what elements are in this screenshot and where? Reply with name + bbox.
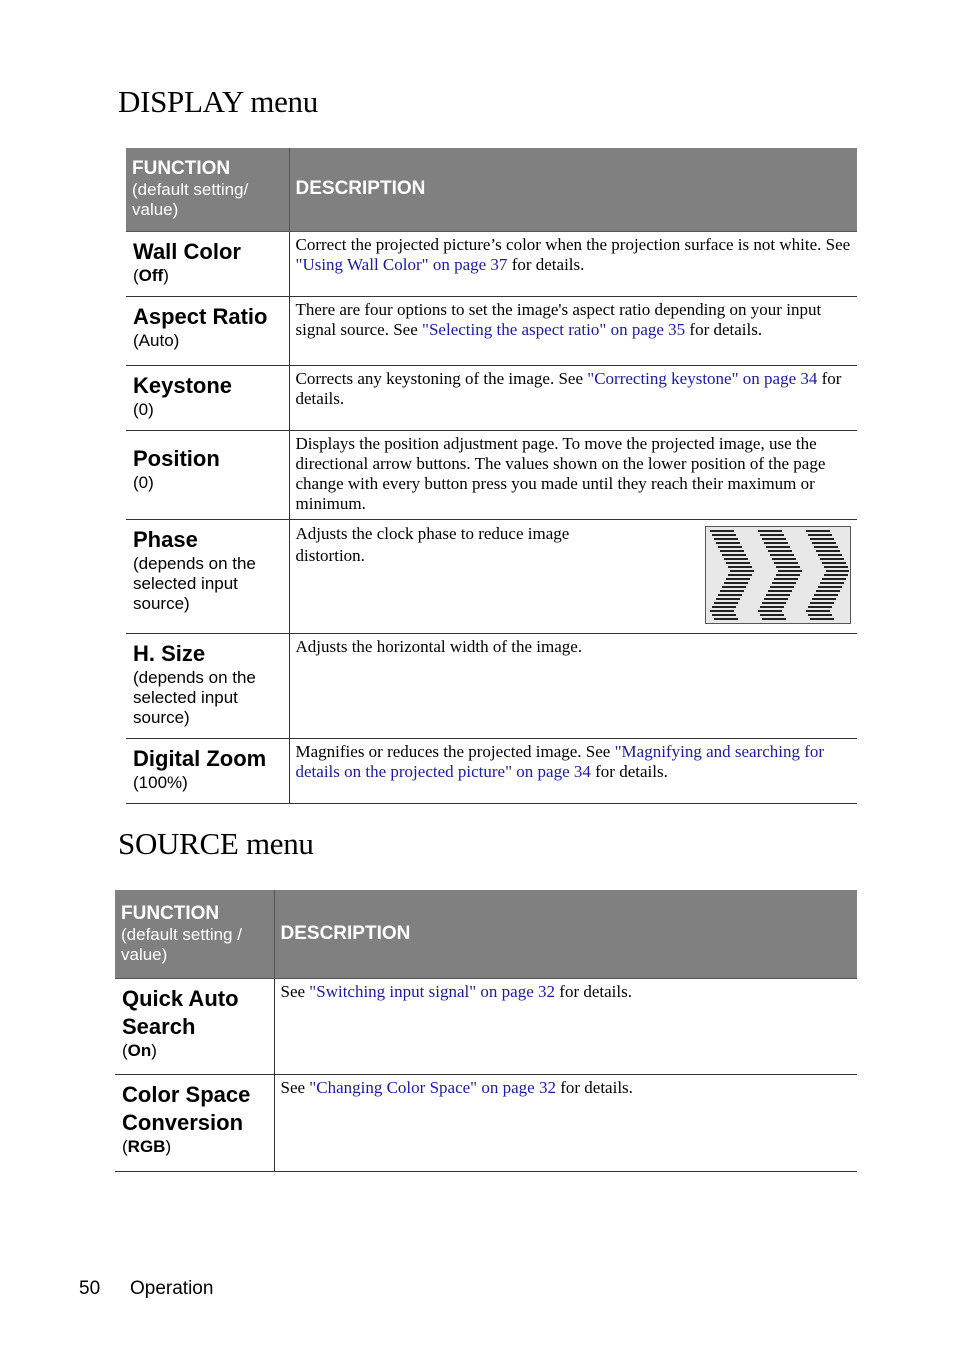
function-column-header: FUNCTION (default setting/ value): [126, 148, 289, 231]
function-cell: [126, 738, 289, 803]
table-row: [126, 231, 857, 296]
description-cell: Adjusts the clock phase to reduce image distortion.: [289, 519, 857, 633]
function-cell: [115, 978, 274, 1074]
description-cell: See "Switching input signal" on page 32 for details.: [274, 978, 857, 1074]
function-name: H. Size: [133, 640, 206, 666]
table-row: [115, 1074, 857, 1171]
description-cell: There are four options to set the image's aspect ratio depending on your input signal source. See "Selecting the aspect ratio" on page 35 for details.: [289, 296, 857, 365]
function-name: Phase: [133, 526, 198, 552]
default-value: (0): [133, 472, 154, 492]
cross-reference-link[interactable]: "Selecting the aspect ratio" on page 35: [422, 319, 686, 339]
function-name: Digital Zoom: [133, 745, 267, 771]
function-cell: [126, 430, 289, 519]
table-row: [126, 738, 857, 803]
default-value: (depends on the selected input source): [133, 667, 256, 727]
function-column-header: FUNCTION (default setting / value): [115, 890, 274, 978]
function-name: Aspect Ratio: [133, 303, 268, 329]
description-column-header: DESCRIPTION: [274, 890, 857, 978]
function-name: Wall Color: [133, 238, 241, 264]
function-name: Position: [133, 445, 220, 471]
function-cell: [126, 365, 289, 430]
default-value: (RGB): [122, 1136, 172, 1156]
default-value: (0): [133, 399, 154, 419]
section-name: Operation: [130, 1278, 214, 1299]
table-row: [126, 365, 857, 430]
description-cell: Adjusts the horizontal width of the image.: [289, 633, 857, 738]
default-value: (Auto): [133, 330, 180, 350]
cross-reference-link[interactable]: "Changing Color Space" on page 32: [309, 1077, 556, 1097]
description-cell: See "Changing Color Space" on page 32 for details.: [274, 1074, 857, 1171]
function-cell: [126, 519, 289, 633]
default-value: (Off): [133, 265, 169, 285]
page-number: 50: [79, 1278, 101, 1299]
function-name: Color Space Conversion: [122, 1081, 251, 1135]
phase-distortion-illustration: [705, 526, 851, 624]
table-header-row: [126, 148, 857, 231]
description-cell: Displays the position adjustment page. To move the projected image, use the directional arrow buttons. The values shown on the lower position of the page change with every button press you made until they reach their maximum or minimum.: [289, 430, 857, 519]
display-menu-table: [126, 148, 857, 804]
function-cell: [126, 231, 289, 296]
table-row: [126, 430, 857, 519]
source-menu-title: SOURCE menu: [118, 826, 314, 861]
description-cell: Magnifies or reduces the projected image. See "Magnifying and searching for details on the projected picture" on page 34 for details.: [289, 738, 857, 803]
default-value: (depends on the selected input source): [133, 553, 256, 613]
cross-reference-link[interactable]: "Magnifying and searching for details on the projected picture" on page 34: [295, 741, 825, 781]
description-cell: Corrects any keystoning of the image. See "Correcting keystone" on page 34 for details.: [289, 365, 857, 430]
cross-reference-link[interactable]: "Correcting keystone" on page 34: [587, 368, 818, 388]
function-cell: [126, 296, 289, 365]
function-cell: [126, 633, 289, 738]
cross-reference-link[interactable]: "Switching input signal" on page 32: [309, 981, 556, 1001]
display-menu-title: DISPLAY menu: [118, 84, 318, 119]
description-column-header: DESCRIPTION: [289, 148, 857, 231]
function-cell: [115, 1074, 274, 1171]
function-name: Quick Auto Search: [122, 985, 239, 1039]
table-row: [126, 296, 857, 365]
function-name: Keystone: [133, 372, 233, 398]
chevron-pattern-icon: [706, 527, 850, 623]
source-menu-table: [115, 890, 857, 1172]
table-row: [126, 633, 857, 738]
table-row: [126, 519, 857, 633]
description-cell: Correct the projected picture’s color when the projection surface is not white. See "Using Wall Color" on page 37 for details.: [289, 231, 857, 296]
table-header-row: [115, 890, 857, 978]
table-row: [115, 978, 857, 1074]
default-value: (100%): [133, 772, 188, 792]
cross-reference-link[interactable]: "Using Wall Color" on page 37: [295, 254, 508, 274]
default-value: (On): [122, 1040, 157, 1060]
